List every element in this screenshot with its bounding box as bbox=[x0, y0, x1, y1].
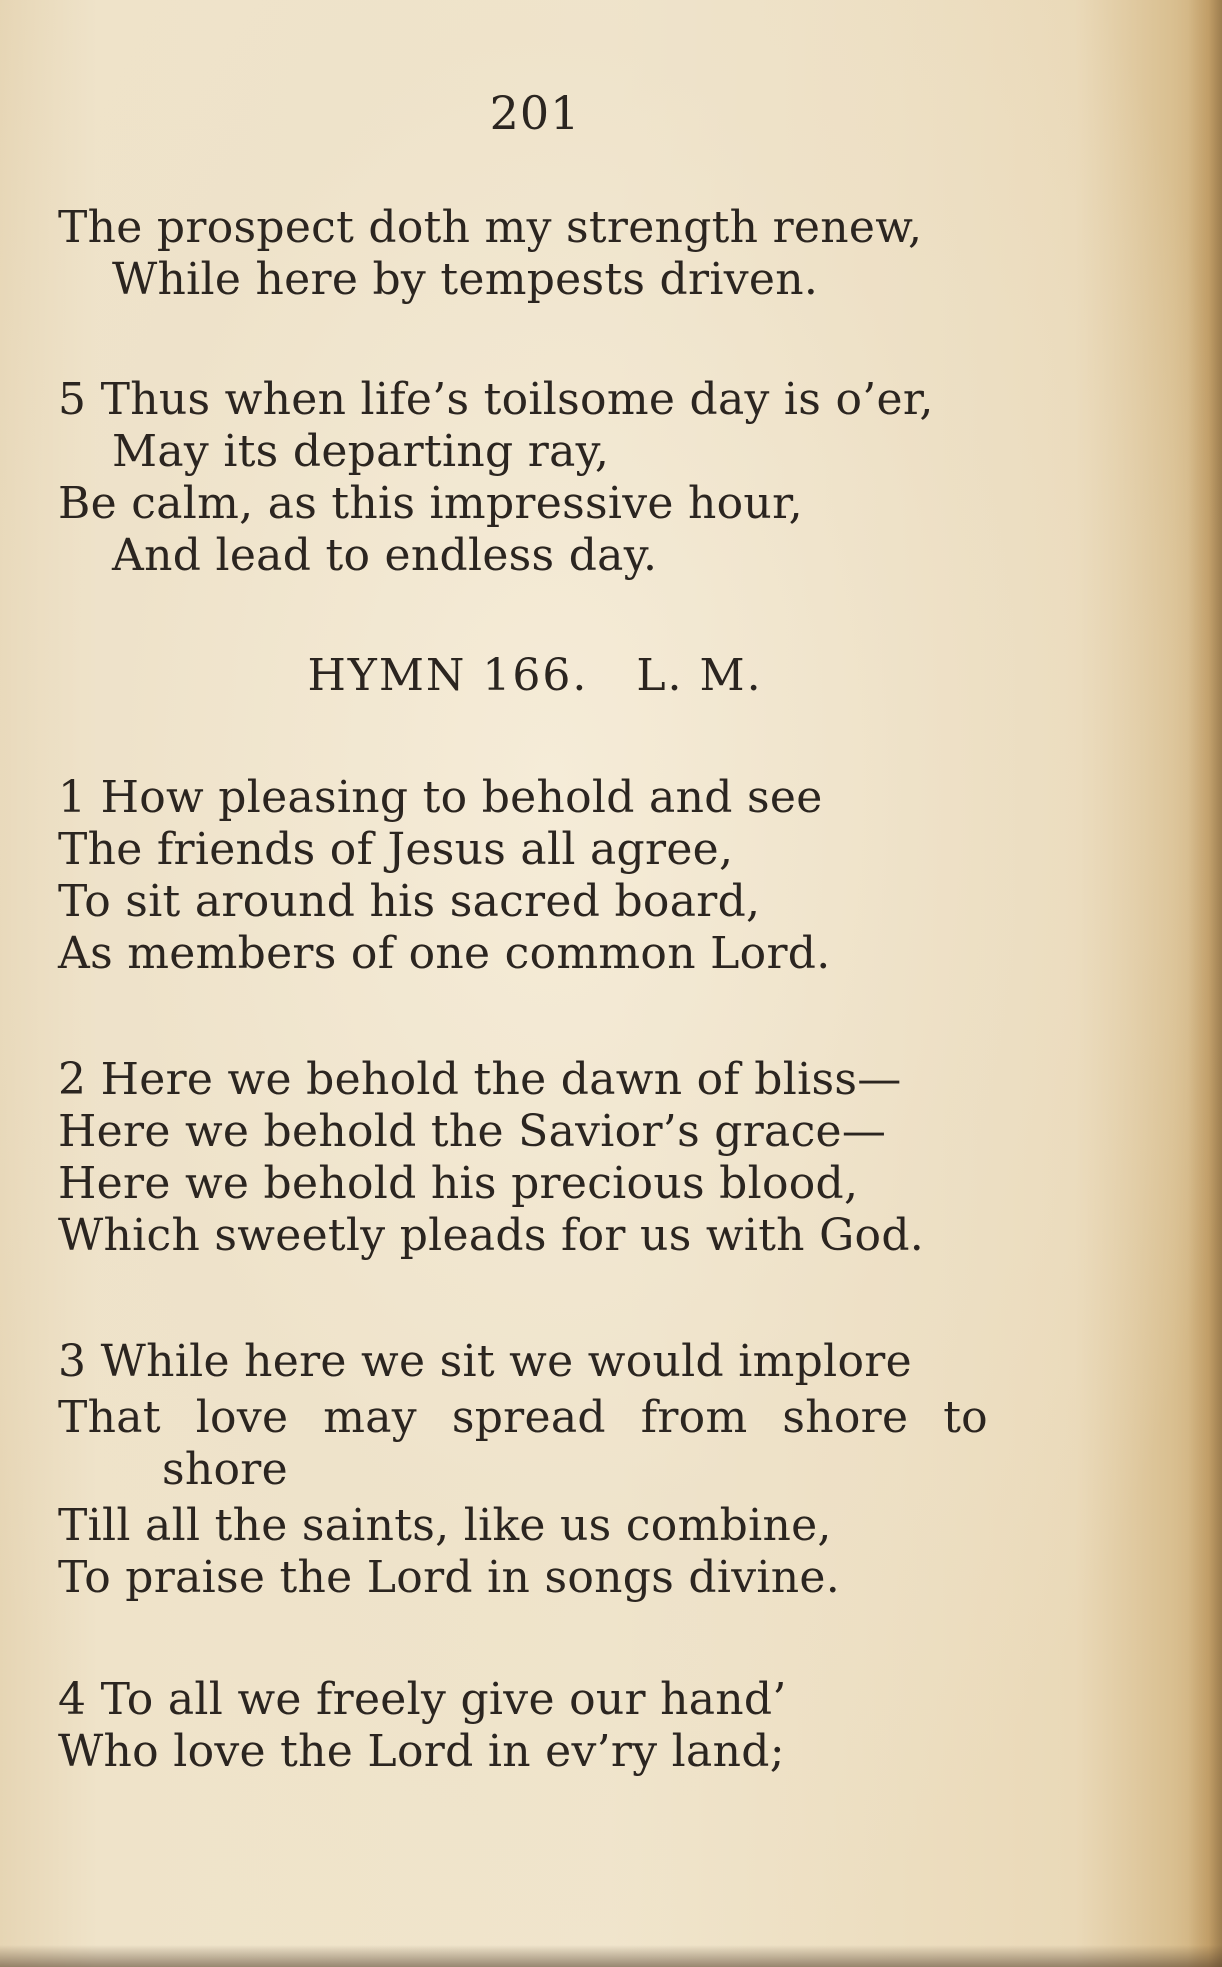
verse-line: While here by tempests driven. bbox=[112, 254, 819, 305]
verse-line: The friends of Jesus all agree, bbox=[58, 824, 734, 875]
verse-line: As members of one common Lord. bbox=[58, 928, 831, 979]
verse-line: To praise the Lord in songs divine. bbox=[58, 1552, 841, 1603]
verse-line: 2 Here we behold the dawn of bliss— bbox=[58, 1054, 902, 1105]
page-edge-shadow bbox=[1188, 0, 1222, 1967]
verse-word: may bbox=[323, 1392, 417, 1443]
verse-line: Till all the saints, like us combine, bbox=[58, 1500, 832, 1551]
page-bottom-edge bbox=[0, 1945, 1222, 1967]
verse-line: 5 Thus when life’s toilsome day is o’er, bbox=[58, 374, 934, 425]
verse-line-continuation: shore bbox=[162, 1444, 288, 1495]
hymn-heading: HYMN 166. L. M. bbox=[307, 650, 763, 701]
verse-line: May its departing ray, bbox=[112, 426, 610, 477]
verse-word: love bbox=[195, 1392, 289, 1443]
verse-line: To sit around his sacred board, bbox=[58, 876, 761, 927]
verse-word: shore bbox=[782, 1392, 909, 1443]
verse-word: to bbox=[943, 1392, 988, 1443]
verse-line: 1 How pleasing to behold and see bbox=[58, 772, 823, 823]
page-number: 201 bbox=[489, 86, 581, 140]
verse-line: And lead to endless day. bbox=[112, 530, 658, 581]
verse-line-justified bbox=[58, 1392, 988, 1444]
verse-line: 4 To all we freely give our hand’ bbox=[58, 1674, 787, 1725]
verse-word: spread bbox=[451, 1392, 606, 1443]
verse-line: Who love the Lord in ev’ry land; bbox=[58, 1726, 785, 1777]
verse-word: That bbox=[58, 1392, 161, 1443]
verse-line: Which sweetly pleads for us with God. bbox=[58, 1210, 925, 1261]
verse-line: Be calm, as this impressive hour, bbox=[58, 478, 803, 529]
verse-line: 3 While here we sit we would implore bbox=[58, 1336, 912, 1387]
verse-line: Here we behold the Savior’s grace— bbox=[58, 1106, 887, 1157]
verse-word: from bbox=[640, 1392, 748, 1443]
verse-line: The prospect doth my strength renew, bbox=[58, 202, 923, 253]
verse-line: Here we behold his precious blood, bbox=[58, 1158, 859, 1209]
